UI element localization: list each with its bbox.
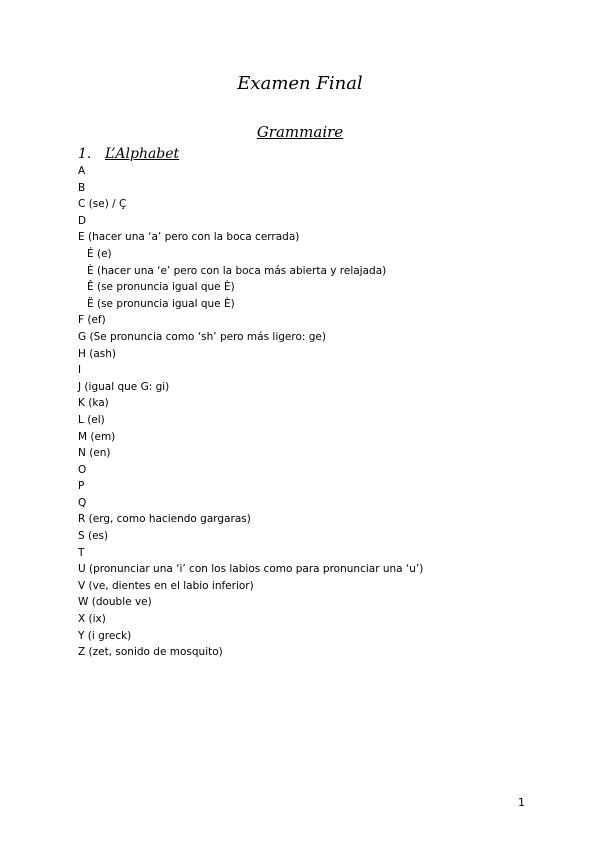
list-item: J (igual que G: gi)	[78, 380, 170, 393]
list-item: È (hacer una ‘e’ pero con la boca más abierta y relajada)	[87, 264, 387, 277]
list-item: C (se) / Ç	[78, 198, 127, 211]
section-title: Grammaire	[256, 123, 344, 141]
list-item: N (en)	[78, 447, 111, 460]
list-item: D	[78, 214, 87, 227]
list-item: O	[78, 463, 87, 476]
list-item: G (Se pronuncia como ‘sh’ pero más ligero: ge)	[78, 330, 326, 343]
list-item: B	[78, 181, 86, 194]
list-item: W (double ve)	[78, 596, 152, 609]
list-item: P	[78, 480, 85, 493]
list-item: A	[78, 165, 86, 177]
list-item: Q	[78, 496, 87, 509]
list-item: X (ix)	[78, 613, 106, 626]
list-item: Z (zet, sonido de mosquito)	[78, 646, 223, 659]
alphabet-list	[78, 163, 423, 661]
subsection-title: L’Alphabet	[105, 146, 180, 162]
list-item: E (hacer una ‘a’ pero con la boca cerrada)	[78, 231, 300, 244]
list-item: L (el)	[78, 413, 105, 426]
list-item: I	[78, 364, 82, 377]
page-number: 1	[518, 796, 525, 809]
list-item: T	[78, 546, 85, 559]
list-item: S (es)	[78, 530, 109, 543]
list-item: F (ef)	[78, 314, 106, 327]
list-item: H (ash)	[78, 347, 116, 360]
list-item: V (ve, dientes en el labio inferior)	[78, 579, 254, 592]
document-title: Examen Final	[237, 73, 363, 94]
list-item: R (erg, como haciendo gargaras)	[78, 513, 251, 526]
list-item: Ê (se pronuncia igual que È)	[87, 281, 235, 294]
list-item: É (e)	[87, 247, 112, 260]
list-item: Y (i greck)	[78, 629, 132, 642]
list-item: M (em)	[78, 430, 116, 443]
subsection-number: 1.	[78, 146, 92, 162]
list-item: Ë (se pronuncia igual que È)	[87, 297, 235, 310]
subsection-heading	[78, 145, 179, 163]
list-item: K (ka)	[78, 397, 109, 410]
list-item: U (pronunciar una ‘i’ con los labios como para pronunciar una ‘u’)	[78, 563, 424, 576]
